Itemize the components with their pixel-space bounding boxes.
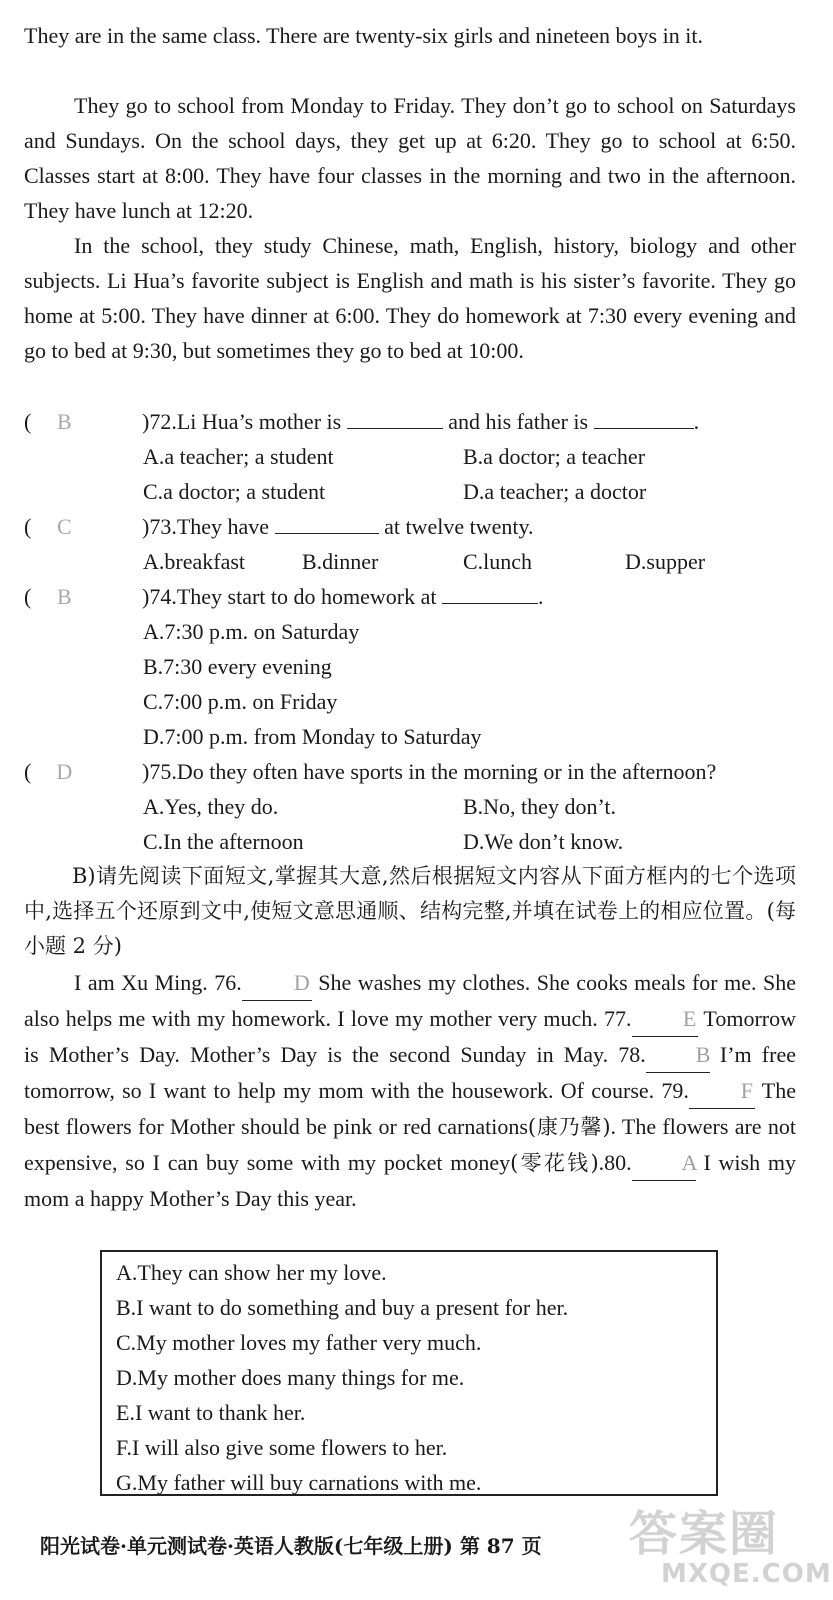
option-c: C.In the afternoon [143,829,304,854]
watermark-text: 答案圈 [629,1506,780,1562]
question-stem: at twelve twenty. [378,514,534,539]
box-option-e: E.I want to thank her. [116,1400,306,1425]
passage-text: She washes my clothes. She cooks meals for me. She also helps me with my homework. I love my mother very much. 77. [24,970,797,1031]
passage-paragraph-1: They are in the same class. There are twenty-six girls and nineteen boys in it. [24,23,703,48]
option-d: D.We don’t know. [463,829,624,854]
option-a: A.breakfast [143,549,246,574]
box-option-a: A.They can show her my love. [116,1260,387,1285]
question-72 [24,404,804,439]
option-b: B.a doctor; a teacher [463,444,646,469]
option-d: D.a teacher; a doctor [463,479,647,504]
passage-text: . The flowers are not expensive, so I can buy some with my pocket money [24,1114,796,1175]
passage-text: I wish my mom a happy Mother’s Day this year. [24,1150,797,1211]
answer-blank-78: B [646,1037,710,1073]
question-stem: and his father is [442,409,594,434]
option-d: D.supper [625,549,706,574]
chinese-gloss: (零花钱) [510,1151,599,1175]
question-74 [24,579,804,614]
question-stem: )75.Do they often have sports in the morning or in the afternoon? [142,759,717,784]
passage-text: I’m free tomorrow, so I want to help my mom with the housework. Of course. 79. [24,1042,796,1103]
passage-text: Tomorrow is Mother’s Day. Mother’s Day is the second Sunday in May. 78. [24,1006,796,1067]
question-stem: )73.They have [142,514,275,539]
option-c: C.a doctor; a student [143,479,326,504]
answer-mark: C [56,514,72,539]
box-option-c: C.My mother loves my father very much. [116,1330,482,1355]
watermark-url: MXQE.COM [661,1559,832,1589]
answer-blank-79: F [689,1073,755,1109]
box-option-f: F.I will also give some flowers to her. [116,1435,448,1460]
section-b-passage [24,965,796,1216]
answer-bracket: ( C [24,509,142,544]
section-b-instructions: B)请先阅读下面短文,掌握其大意,然后根据短文内容从下面方框内的七个选项中,选择五个还原到文中,使短文意思通顺、结构完整,并填在试卷上的相应位置。(每小题 2 分) [24,864,796,958]
chinese-gloss: (康乃馨) [527,1115,611,1139]
answer-mark: B [56,409,72,434]
answer-mark: B [56,584,72,609]
box-option-d: D.My mother does many things for me. [116,1365,465,1390]
question-stem: )74.They start to do homework at [142,584,442,609]
box-option-g: G.My father will buy carnations with me. [116,1470,482,1495]
options-box [100,1250,718,1496]
option-d: D.7:00 p.m. from Monday to Saturday [143,724,482,749]
option-c: C.7:00 p.m. on Friday [143,689,338,714]
answer-blank-76: D [242,965,312,1001]
option-b: B.7:30 every evening [143,654,332,679]
option-a: A.7:30 p.m. on Saturday [143,619,360,644]
option-c: C.lunch [463,549,533,574]
passage-paragraph-2: They go to school from Monday to Friday. They don’t go to school on Saturdays and Sundays. On the school days, they get up at 6:20. They go to school at 6:50. Classes start at 8:00. They have four classes in the morning and two in the afternoon. They have lunch at 12:20. [24,93,796,223]
answer-bracket: ( B [24,404,142,439]
box-option-b: B.I want to do something and buy a present for her. [116,1295,569,1320]
question-75 [24,754,804,789]
blank-line [275,509,379,534]
blank-line [347,404,443,429]
answer-blank-80: A [632,1145,696,1181]
blank-line [442,579,538,604]
answer-bracket: ( B [24,579,142,614]
option-b: B.No, they don’t. [463,794,616,819]
question-73 [24,509,804,544]
passage-text: The best flowers for Mother should be pink or red carnations [24,1078,796,1139]
answer-mark: D [56,759,73,784]
blank-line [594,404,694,429]
passage-text: I am Xu Ming. 76. [74,970,242,995]
page-footer: 阳光试卷·单元测试卷·英语人教版(七年级上册) 第 87 页 [40,1534,542,1558]
question-stem: . [538,584,544,609]
answer-blank-77: E [632,1001,698,1037]
passage-text: .80. [598,1150,632,1175]
question-stem: )72.Li Hua’s mother is [142,409,347,434]
answer-bracket: ( D [24,754,142,789]
option-b: B.dinner [302,549,379,574]
passage-paragraph-3: In the school, they study Chinese, math, English, history, biology and other subjects. Li Hua’s favorite subject is English and math is his sister’s favorite. They go home at 5:00. They have dinner at 6:00. They do homework at 7:30 every evening and go to bed at 9:30, but sometimes they go to bed at 10:00. [24,233,796,363]
watermark-logo [625,1495,830,1595]
option-a: A.a teacher; a student [143,444,334,469]
question-stem: . [693,409,700,434]
option-a: A.Yes, they do. [143,794,279,819]
